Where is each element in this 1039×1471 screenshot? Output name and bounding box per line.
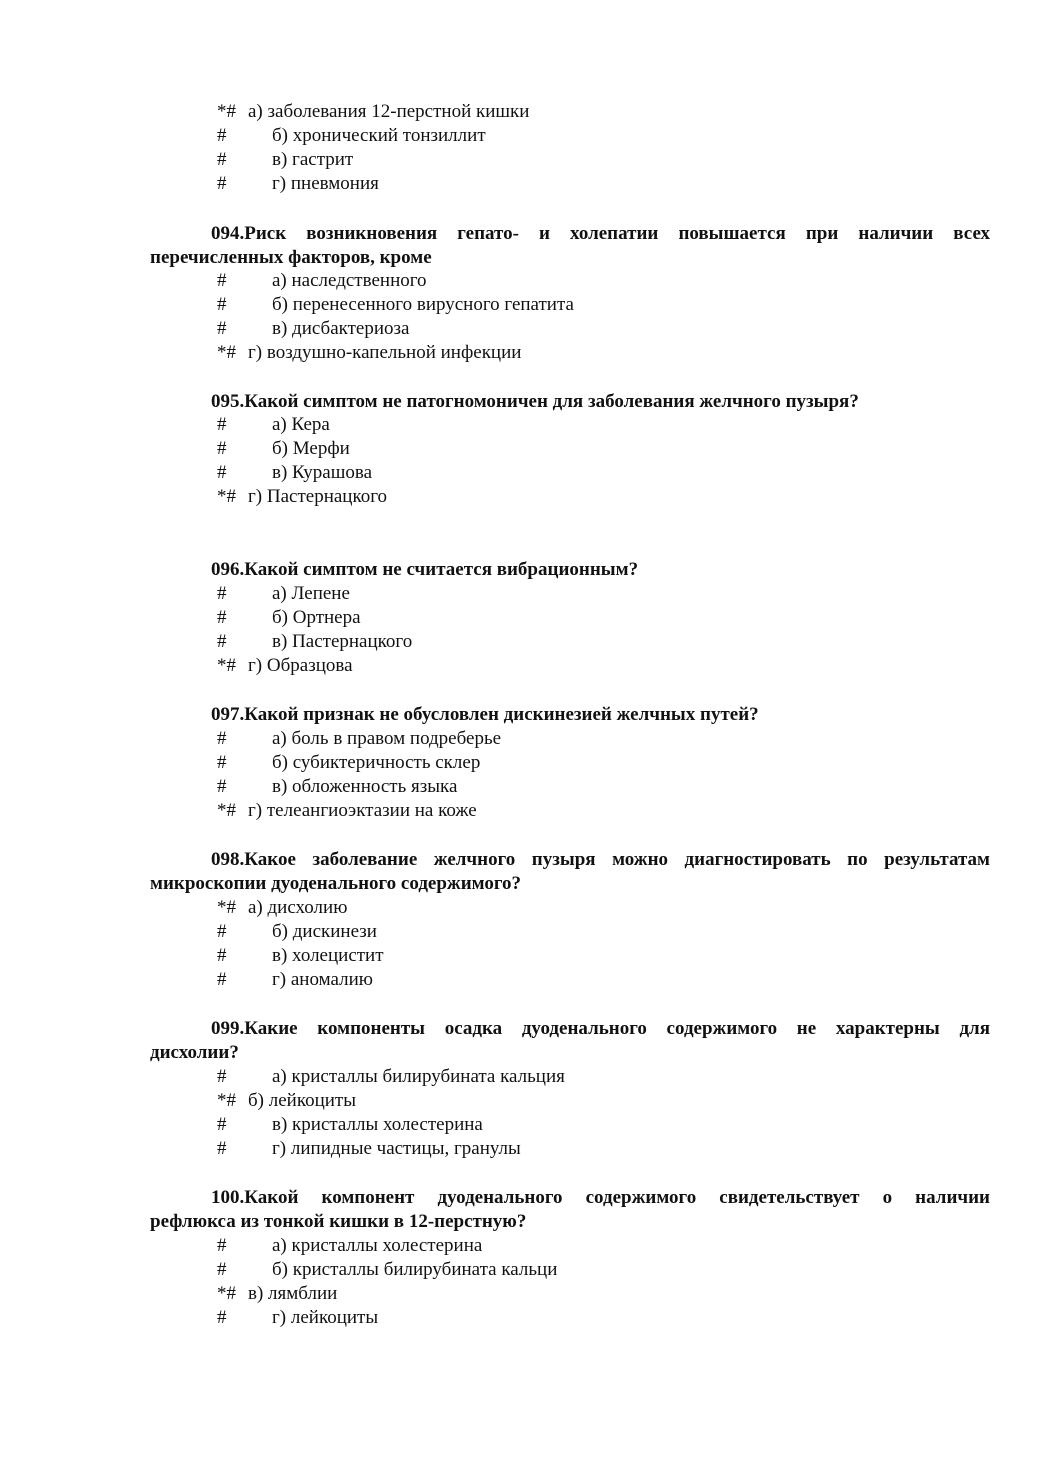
answer-text: г) аномалию [272, 969, 373, 990]
answer-text: в) холецистит [272, 945, 384, 966]
answer-text: в) Пастернацкого [272, 631, 413, 652]
answer-text: г) липидные частицы, гранулы [272, 1138, 521, 1159]
question-095 [150, 390, 990, 414]
answer-text: в) дисбактериоза [272, 318, 410, 339]
answer-text: г) Пастернацкого [248, 486, 388, 507]
answer-text: б) Ортнера [272, 607, 361, 628]
question-098 [150, 848, 990, 896]
answer-text: б) субиктеричность склер [272, 752, 481, 773]
answer-mark: # [217, 270, 227, 291]
question-text: 099.Какие компоненты осадка дуоденального содержимого не характерны для [211, 1018, 990, 1039]
answer-mark: *# [217, 486, 236, 507]
answer-mark: # [217, 631, 227, 652]
question-096 [150, 558, 990, 582]
answer-text: в) кристаллы холестерина [272, 1114, 483, 1135]
answer-mark: # [217, 462, 227, 483]
question-099 [150, 1017, 990, 1065]
answer-text: г) Образцова [248, 655, 353, 676]
question-text: рефлюкса из тонкой кишки в 12-перстную? [150, 1211, 527, 1232]
answer-mark: # [217, 921, 227, 942]
question-097 [150, 703, 990, 727]
answer-mark: *# [217, 342, 236, 363]
answer-mark: # [217, 1259, 227, 1280]
answer-text: г) воздушно-капельной инфекции [248, 342, 522, 363]
answer-text: б) Мерфи [272, 438, 350, 459]
answer-mark: # [217, 583, 227, 604]
question-100 [150, 1186, 990, 1234]
answer-mark: *# [217, 897, 236, 918]
question-text: перечисленных факторов, кроме [150, 247, 432, 268]
question-text: 100.Какой компонент дуоденального содержимого свидетельствует о наличии [211, 1187, 990, 1208]
question-text: 097.Какой признак не обусловлен дискинезией желчных путей? [211, 704, 759, 725]
answer-mark: # [217, 728, 227, 749]
answer-text: в) Курашова [272, 462, 373, 483]
question-text: 096.Какой симптом не считается вибрационным? [211, 559, 639, 580]
question-text: микроскопии дуоденального содержимого? [150, 873, 522, 894]
answer-text: в) лямблии [248, 1283, 338, 1304]
answer-mark: # [217, 1235, 227, 1256]
answer-mark: # [217, 1114, 227, 1135]
answer-text: б) лейкоциты [248, 1090, 356, 1111]
answer-text: а) кристаллы холестерина [272, 1235, 483, 1256]
answer-text: а) Кера [272, 414, 330, 435]
answer-text: а) заболевания 12-перстной кишки [248, 101, 530, 122]
answer-mark: *# [217, 1283, 236, 1304]
answer-text: б) хронический тонзиллит [272, 125, 486, 146]
answer-text: б) кристаллы билирубината кальци [272, 1259, 558, 1280]
answer-text: а) боль в правом подреберье [272, 728, 502, 749]
answer-mark: # [217, 294, 227, 315]
answer-mark: *# [217, 1090, 236, 1111]
answer-text: а) дисхолию [248, 897, 348, 918]
answer-mark: # [217, 1307, 227, 1328]
question-text: 098.Какое заболевание желчного пузыря можно диагностировать по результатам [211, 849, 990, 870]
answer-text: в) гастрит [272, 149, 354, 170]
answer-mark: # [217, 945, 227, 966]
question-text: дисхолии? [150, 1042, 239, 1063]
answer-mark: # [217, 125, 227, 146]
answer-text: а) кристаллы билирубината кальция [272, 1066, 565, 1087]
answer-text: г) пневмония [272, 173, 379, 194]
answer-text: г) лейкоциты [272, 1307, 379, 1328]
answer-mark: # [217, 1138, 227, 1159]
answer-mark: *# [217, 800, 236, 821]
answer-text: а) Лепене [272, 583, 350, 604]
answer-mark: # [217, 318, 227, 339]
question-094 [150, 222, 990, 270]
answer-mark: # [217, 752, 227, 773]
answer-mark: # [217, 969, 227, 990]
question-text: 095.Какой симптом не патогномоничен для заболевания желчного пузыря? [211, 391, 859, 412]
answer-mark: # [217, 149, 227, 170]
answer-mark: # [217, 414, 227, 435]
answer-text: б) перенесенного вирусного гепатита [272, 294, 574, 315]
question-text: 094.Риск возникновения гепато- и холепатии повышается при наличии всех [211, 223, 990, 244]
answer-mark: # [217, 776, 227, 797]
answer-mark: # [217, 173, 227, 194]
answer-text: г) телеангиоэктазии на коже [248, 800, 477, 821]
answer-mark: *# [217, 101, 236, 122]
answer-mark: # [217, 607, 227, 628]
answer-text: б) дискинези [272, 921, 377, 942]
answer-text: в) обложенность языка [272, 776, 458, 797]
answer-mark: *# [217, 655, 236, 676]
answer-text: а) наследственного [272, 270, 427, 291]
answer-mark: # [217, 1066, 227, 1087]
answer-mark: # [217, 438, 227, 459]
